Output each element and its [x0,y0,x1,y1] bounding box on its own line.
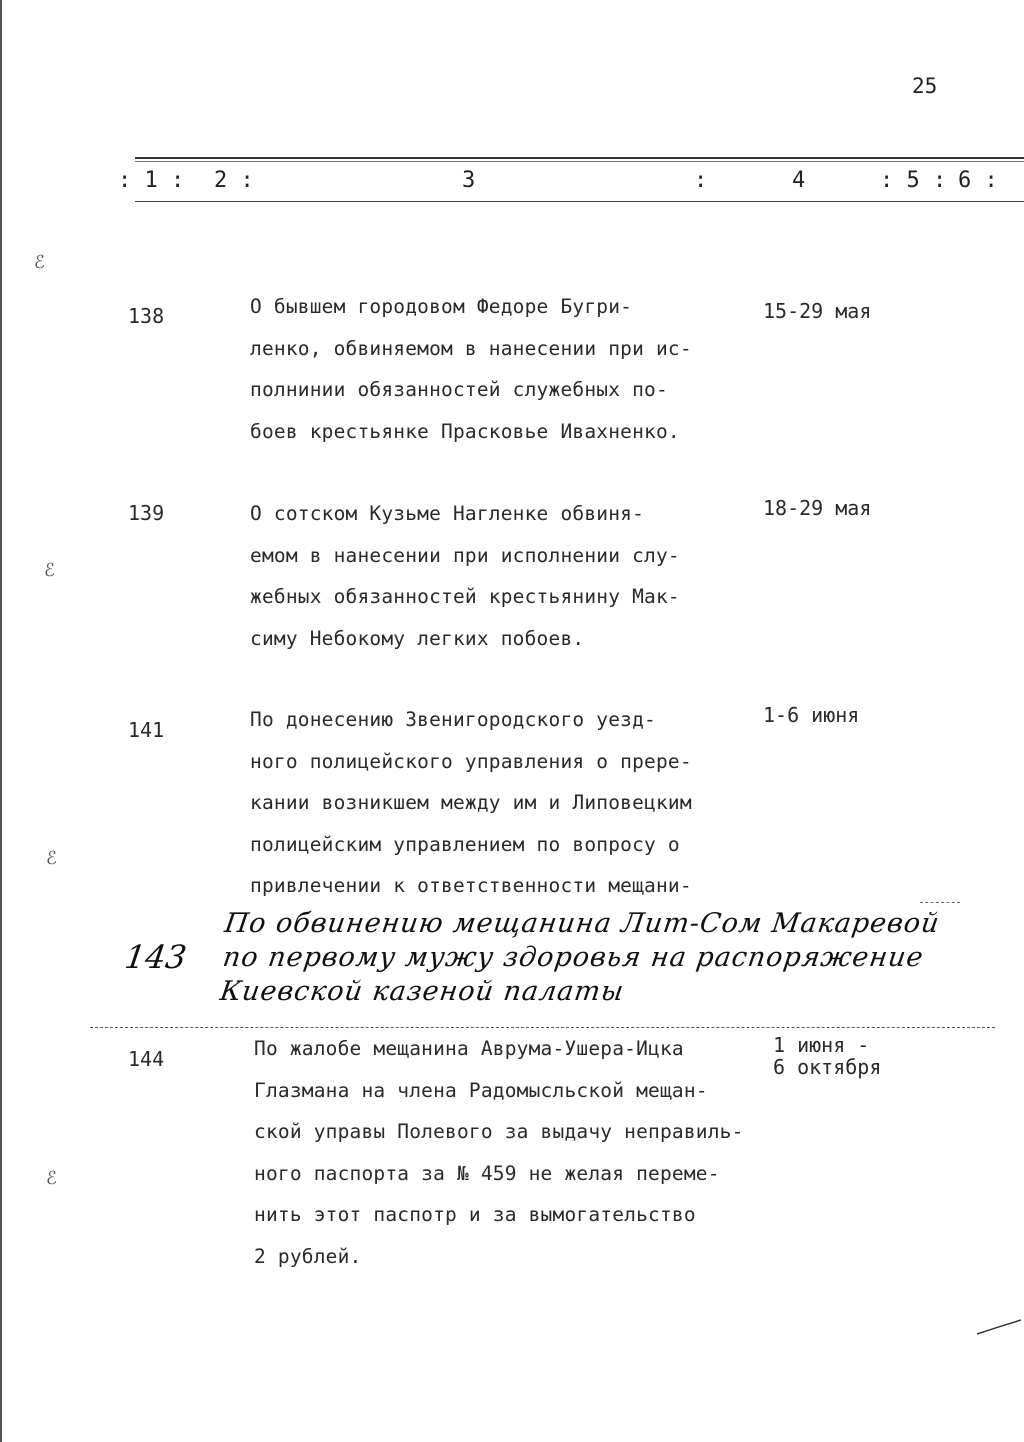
column-header-row [0,168,1024,196]
entry-text: О бывшем городовом Федоре Бугри- ленко, обвиняемом в нанесении при ис- полнинии обязанностей служебных по- боев крестьянке Прасковье Ивахненко. [250,295,692,443]
entry-text: О сотском Кузьме Нагленке обвиня- емом в нанесении при исполнении слу- жебных обязанностей крестьянину Мак- симу Небокому легких побоев. [250,502,680,650]
margin-mark: ℰ [46,1168,57,1189]
handwritten-line: По обвинению мещанина Лит-Сом Макаревой [222,908,942,939]
page-edge [0,0,2,1442]
entry-date: 1 июня - 6 октября [773,1033,882,1079]
column-header-3: 3 [462,168,476,193]
margin-dash [920,902,960,903]
entry-number: 139 [128,501,165,525]
header-rule-top [135,157,1024,159]
column-header-3-separator: : [694,168,708,193]
margin-stroke [975,1310,1024,1340]
handwritten-line: по первому мужу здоровья на распоряжение [220,942,926,973]
entry-date: 18-29 мая [763,496,872,520]
handwritten-entry-number: 143 [122,938,189,976]
column-header-5: : 5 : [880,168,947,193]
handwritten-line: Киевской казеной палаты [218,976,627,1007]
entry-number: 138 [128,304,165,328]
entry-date: 1-6 июня [763,703,860,727]
column-header-6: 6 : [958,168,998,193]
margin-mark: ℰ [34,252,45,273]
entry-number: 141 [128,718,165,742]
page-number: 25 [912,74,938,98]
header-rule-bottom [135,201,1024,202]
column-header-4: 4 [792,168,806,193]
entry-date: 15-29 мая [763,299,872,323]
entry-text: По донесению Звенигородского уезд- ного полицейского управления о прере- кании возникшем между им и Липовецким полицейским управлением по вопросу о привлечении к ответственности мещани- [250,708,692,897]
margin-mark: ℰ [46,848,57,869]
entry-text: По жалобе мещанина Аврума-Ушера-Ицка Глазмана на члена Радомысльской мещан- ской управы Полевого за выдачу неправиль- ного паспорта за № 459 не желая переме- нить этот паспотр и за вымогательство 2 рублей. [254,1037,744,1268]
column-header-2: 2 : [214,168,254,193]
margin-mark: ℰ [44,560,55,581]
header-rule-top-inner [135,161,1024,162]
column-header-1: : 1 : [118,168,185,193]
entry-number: 144 [128,1047,165,1071]
